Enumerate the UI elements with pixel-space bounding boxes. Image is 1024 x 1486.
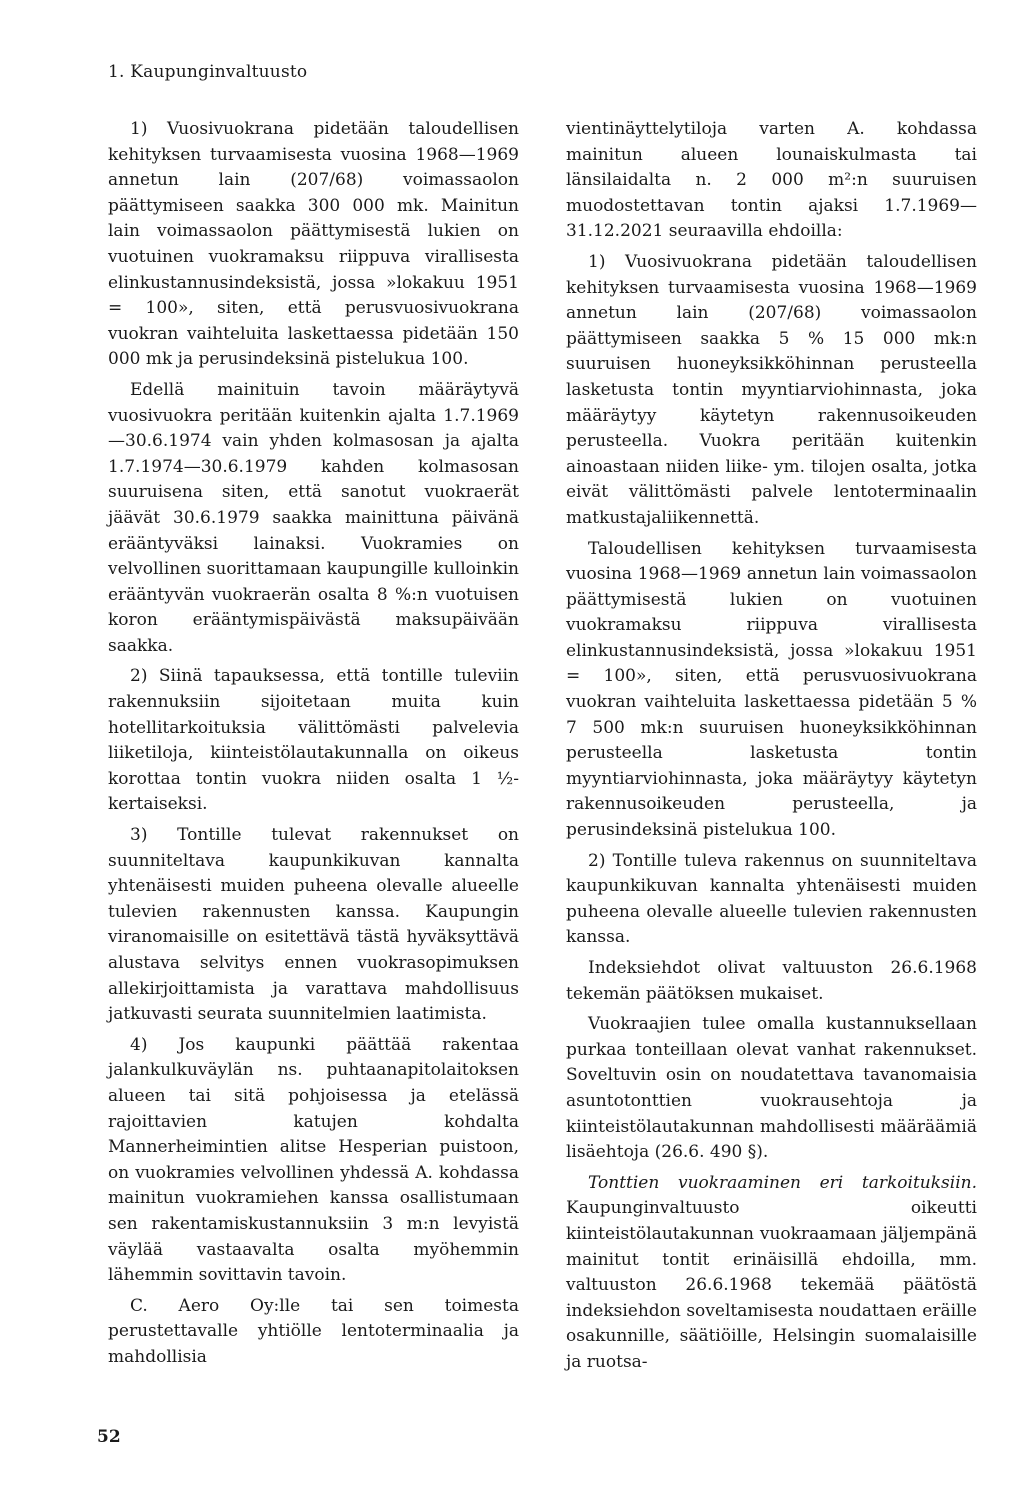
paragraph: 2) Tontille tuleva rakennus on suunniteltava kaupunkikuvan kannalta yhtenäisesti muiden puheena olevalle alueelle tulevien rakennusten kanssa. xyxy=(566,850,977,948)
left-column xyxy=(108,117,519,1376)
paragraph: 2) Siinä tapauksessa, että tontille tuleviin rakennuksiin sijoitetaan muita kuin hotellitarkoituksia välittömästi palvelevia liiketiloja, kiinteistölautakunnalla on oikeus korottaa tontin vuokra niiden osalta 1 ½-kertaiseksi. xyxy=(108,666,519,815)
paragraph: C. Aero Oy:lle tai sen toimesta perustettavalle yhtiölle lentoterminaalia ja mahdollisia xyxy=(108,1295,519,1367)
paragraph: 4) Jos kaupunki päättää rakentaa jalankulkuväylän ns. puhtaanapitolaitoksen alueen tai sitä pohjoisessa ja etelässä rajoittavien katujen kohdalta Mannerheimintien alitse Hesperian puistoon, on vuokramies velvollinen yhdessä A. kohdassa mainitun vuokramiehen kanssa osallistumaan sen rakentamiskustannuksiin 3 m:n levyistä väylää vastaavalta osalta myöhemmin lähemmin sovittavin tavoin. xyxy=(108,1034,519,1286)
right-column xyxy=(566,117,977,1381)
section-text: Kaupunginvaltuusto oikeutti kiinteistölautakunnan vuokraamaan jäljempänä mainitut tontit erinäisillä ehdoilla, mm. valtuuston 26.6.1968 tekemää päätöstä indeksiehdon soveltamisesta noudattaen eräille osakunnille, säätiöille, Helsingin suomalaisille ja ruotsa- xyxy=(566,1198,977,1372)
running-header: 1. Kaupunginvaltuusto xyxy=(108,62,308,82)
continued-paragraph: vientinäyttelytiloja varten A. kohdassa mainitun alueen lounaiskulmasta tai länsilaidalta n. 2 000 m²:n suuruisen muodostettavan tontin ajaksi 1.7.1969—31.12.2021 seuraavilla ehdoilla: xyxy=(566,119,977,242)
page-number: 52 xyxy=(97,1427,121,1447)
paragraph: Taloudellisen kehityksen turvaamisesta vuosina 1968—1969 annetun lain voimassaolon päättymisestä lukien on vuotuinen vuokramaksu riippuva virallisesta elinkustannusindeksistä, jossa »lokakuu 1951 = 100», siten, että perusvuosivuokrana vuokran vaihteluita laskettaessa pidetään 5 % 7 500 mk:n suuruisen huoneyksikköhinnan perusteella lasketusta tontin myyntiarviohinnasta, joka määräytyy käytetyn rakennusoikeuden perusteella, ja perusindeksinä pistelukua 100. xyxy=(566,538,977,841)
section-paragraph xyxy=(566,1171,977,1376)
section-heading: Tonttien vuokraaminen eri tarkoituksiin. xyxy=(588,1172,977,1193)
paragraph: Indeksiehdot olivat valtuuston 26.6.1968 tekemän päätöksen mukaiset. xyxy=(566,958,977,1004)
paragraph: 3) Tontille tulevat rakennukset on suunniteltava kaupunkikuvan kannalta yhtenäisesti muiden puheena olevalle alueelle tulevien rakennusten kanssa. Kaupungin viranomaisille on esitettävä tästä hyväksyttävä alustava selvitys ennen vuokrasopimuksen allekirjoittamista ja varattava mahdollisuus jatkuvasti seurata suunnitelmien laatimista. xyxy=(108,825,519,1025)
paragraph: Edellä mainituin tavoin määräytyvä vuosivuokra peritään kuitenkin ajalta 1.7.1969—30.6.1974 vain yhden kolmasosan ja ajalta 1.7.1974—30.6.1979 kahden kolmasosan suuruisena siten, että sanotut vuokraerät jäävät 30.6.1979 saakka mainittuna päivänä erääntyväksi lainaksi. Vuokramies on velvollinen suorittamaan kaupungille kulloinkin erääntyvän vuokraerän osalta 8 %:n vuotuisen koron erääntymispäivästä maksupäivään saakka. xyxy=(108,379,519,656)
paragraph: 1) Vuosivuokrana pidetään taloudellisen kehityksen turvaamisesta vuosina 1968—1969 annetun lain (207/68) voimassaolon päättymiseen saakka 5 % 15 000 mk:n suuruisen huoneyksikköhinnan perusteella lasketusta tontin myyntiarviohinnasta, joka määräytyy käytetyn rakennusoikeuden perusteella. Vuokra peritään kuitenkin ainoastaan niiden liike- ym. tilojen osalta, jotka eivät välittömästi palvele lentoterminaalin matkustajaliikennettä. xyxy=(566,251,977,528)
paragraph: 1) Vuosivuokrana pidetään taloudellisen kehityksen turvaamisesta vuosina 1968—1969 annetun lain (207/68) voimassaolon päättymiseen saakka 300 000 mk. Mainitun lain voimassaolon päättymisestä lukien on vuotuinen vuokramaksu riippuva virallisesta elinkustannusindeksistä, jossa »lokakuu 1951 = 100», siten, että perusvuosivuokrana vuokran vaihteluita laskettaessa pidetään 150 000 mk ja perusindeksinä pistelukua 100. xyxy=(108,119,519,370)
paragraph: Vuokraajien tulee omalla kustannuksellaan purkaa tonteillaan olevat vanhat rakennukset. Soveltuvin osin on noudatettava tavanomaisia asuntotonttien vuokrausehtoja ja kiinteistölautakunnan mahdollisesti määräämiä lisäehtoja (26.6. 490 §). xyxy=(566,1014,977,1163)
